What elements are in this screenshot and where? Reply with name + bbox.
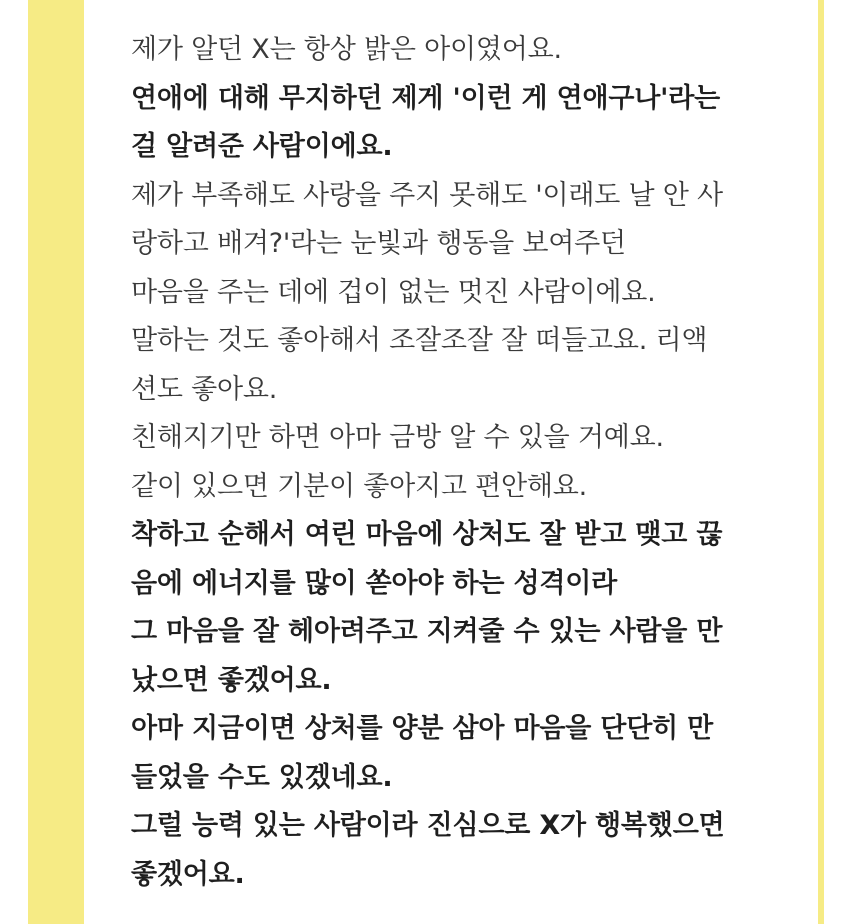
text-line-bold: 들었을 수도 있겠네요. <box>131 761 393 793</box>
post-body <box>131 26 771 899</box>
text-line: 랑하고 배겨?'라는 눈빛과 행동을 보여주던 <box>131 228 626 259</box>
text-line-bold: 그 마음을 잘 헤아려주고 지켜줄 수 있는 사람을 만 <box>131 616 723 647</box>
text-line: 친해지기만 하면 아마 금방 알 수 있을 거예요. <box>131 422 664 453</box>
left-accent-bar <box>28 0 84 924</box>
right-accent-bar <box>818 0 824 924</box>
text-line-bold: 음에 에너지를 많이 쏟아야 하는 성격이라 <box>131 567 617 599</box>
text-line-bold: 연애에 대해 무지하던 제게 '이런 게 연애구나'라는 <box>131 82 720 114</box>
text-line-bold: 아마 지금이면 상처를 양분 삼아 마음을 단단히 만 <box>131 713 714 744</box>
text-line: 제가 부족해도 사랑을 주지 못해도 '이래도 날 안 사 <box>131 179 723 211</box>
text-line-bold: 났으면 좋겠어요. <box>131 664 332 696</box>
text-line: 마음을 주는 데에 겁이 없는 멋진 사람이에요. <box>131 276 656 308</box>
text-line-bold: 착하고 순해서 여린 마음에 상처도 잘 받고 맺고 끊 <box>131 519 723 550</box>
text-line-bold: 걸 알려준 사람이에요. <box>131 131 393 162</box>
text-line: 션도 좋아요. <box>131 373 278 405</box>
text-line: 제가 알던 X는 항상 밝은 아이였어요. <box>131 34 562 65</box>
text-line-bold: 좋겠어요. <box>131 858 245 890</box>
text-line-bold: 그럴 능력 있는 사람이라 진심으로 X가 행복했으면 <box>131 810 725 841</box>
text-line: 말하는 것도 좋아해서 조잘조잘 잘 떠들고요. 리액 <box>131 325 708 356</box>
text-line: 같이 있으면 기분이 좋아지고 편안해요. <box>131 470 588 502</box>
